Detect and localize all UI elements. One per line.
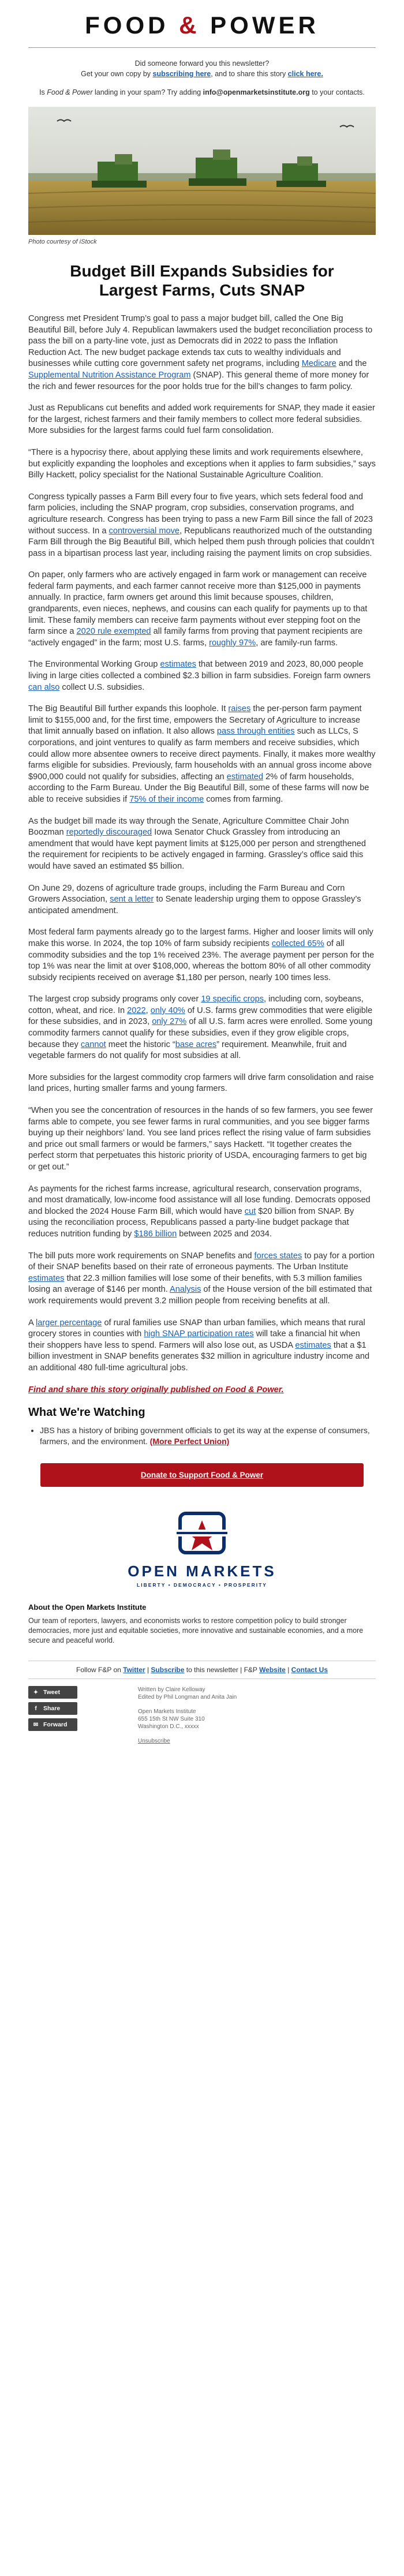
masthead-power: POWER: [210, 12, 319, 39]
newsletter: [0, 12, 404, 1752]
article-body: [28, 313, 376, 1396]
paragraph: The Big Beautiful Bill further expands this loophole. It raises the per-person farm payment limit to $155,000 and, for the first time, empowers the Secretary of Agriculture to increase that limit annually based on inflation. It also allows pass through entities such as LLCs, S corporations, and joint ventures to qualify as farm members and receive subsidies, which could allow more absentee owners to receive direct payments. Finally, it makes more wealthy farms eligible for subsidies. Previously, farm households with an annual gross income above $900,000 could not qualify for subsidies, affecting an estimated 2% of farm households, according to the Farm Bureau. Under the Big Beautiful Bill, some of these farms will now be able to receive subsidies if 75% of their income comes from farming.: [28, 704, 376, 804]
spam-notice-text-3: to your contacts.: [309, 88, 365, 96]
harvest-field-illustration: [28, 107, 376, 235]
paragraph: As the budget bill made its way through the Senate, Agriculture Committee Chair John Boozman reportedly discouraged Iowa Senator Chuck Grassley from introducing an amendment that would have kept payment limits at $125,000 per person and strengthened the requirement for recipients to be actively engaged in farming. Grassley’s office said this would have saved an estimated $5 billion.: [28, 816, 366, 871]
paragraph: Just as Republicans cut benefits and added work requirements for SNAP, they made it easier for the largest, richest farmers and their family members to collect more federal subsidies. More subsidies for the largest farms could fuel farm consolidation.: [28, 403, 375, 436]
masthead-logo: [0, 12, 404, 39]
only-27-link[interactable]: only 27%: [152, 1017, 187, 1027]
tweet-button[interactable]: ✦ Tweet: [28, 1686, 77, 1699]
paragraph: On June 29, dozens of agriculture trade groups, including the Farm Bureau and Corn Growers Association, sent a letter to Senate leadership urging them to oppose Grassley’s anticipated amendment.: [28, 883, 361, 915]
credits: [138, 1686, 237, 1752]
newsletter-name: Food & Power: [47, 88, 93, 96]
186-billion-link[interactable]: $186 billion: [134, 1229, 177, 1239]
contact-us-link[interactable]: Contact Us: [291, 1666, 328, 1674]
image-caption: Photo courtesy of iStock: [28, 238, 97, 245]
footer: [28, 1686, 376, 1752]
paragraph: The Environmental Working Group estimates that between 2019 and 2023, 80,000 people living in large cities collected a combined $2.3 billion in farm subsidies. Foreign farm owners can also collect U.S. subsidies.: [28, 660, 371, 692]
paragraph: The bill puts more work requirements on SNAP benefits and forces states to pay for a portion of their SNAP benefits based on their rate of erroneous payments. The Urban Institute estimates that 22.3 million families will lose some of their benefits, with 5.3 million families losing an average of $146 per month. Analysis of the House version of the bill estimated that work requirements would prevent 3.2 million people from receiving benefits at all.: [28, 1251, 375, 1306]
analysis-link[interactable]: Analysis: [170, 1285, 201, 1295]
masthead-divider: [28, 47, 376, 48]
cut-link[interactable]: cut: [244, 1206, 256, 1216]
subscribe-footer-link[interactable]: Subscribe: [151, 1666, 185, 1674]
forward-question: Did someone forward you this newsletter?: [134, 59, 270, 68]
about-text: Our team of reporters, lawyers, and economists works to restore competition policy to build stronger democracies, more just and equitable societies, more innovative and sustainable economies, and a more secure and peaceful world.: [28, 1617, 364, 1645]
paragraph: Most federal farm payments already go to the largest farms. Higher and looser limits will only make this worse. In 2024, the top 10% of farm subsidy recipients collected 65% of all commodity subsidies and the top 1% received 23%. The average payment per person for the top 1% was near the limit at over $108,000, whereas the bottom 80% of all other commodity subsidy recipients received on average $1,180 per person, nearly 100 times less.: [28, 928, 375, 982]
paragraph: Congress met President Trump’s goal to pass a major budget bill, called the One Big Beautiful Bill, before July 4. Republican lawmakers used the budget reconciliation process to pass the bill on a party-line vote, just as Democrats did in 2022 to pass the Inflation Reduction Act. The new budget package extends tax cuts to wealthy individuals and businesses while cutting core government safety net programs, including Medicare and the Supplemental Nutrition Assistance Program (SNAP). This general theme of more money for the rich and fewer resources for the poor holds true for the bill’s changes to farm policy.: [28, 314, 373, 391]
high-snap-rates-link[interactable]: high SNAP participation rates: [144, 1329, 254, 1339]
address-line-2: Washington D.C., xxxxx: [138, 1723, 199, 1730]
forward-notice: [0, 58, 404, 98]
base-acres-link[interactable]: base acres: [175, 1040, 217, 1049]
masthead-ampersand: &: [179, 12, 200, 39]
watching-heading: What We're Watching: [28, 1406, 145, 1419]
logo-tagline: LIBERTY • DEMOCRACY • PROSPERITY: [137, 1582, 267, 1588]
paragraph: More subsidies for the largest commodity crop farmers will drive farm consolidation and raise land prices, hurting smaller farms and young farmers.: [28, 1072, 374, 1094]
only-40-link[interactable]: only 40%: [150, 1005, 185, 1015]
hero-image-harvesters: [28, 107, 376, 235]
facebook-icon: f: [35, 1705, 37, 1712]
controversial-move-link[interactable]: controversial move: [109, 526, 180, 536]
watching-list: [28, 1425, 376, 1447]
watching-item: • JBS has a history of bribing government officials to get its way at the expense of consumers, farmers, and the environment. (More Perfect Union): [40, 1425, 376, 1447]
envelope-icon: ✉: [33, 1721, 39, 1728]
article-title: Budget Bill Expands Subsidies for Largest Farms, Cuts SNAP: [70, 262, 334, 299]
twitter-bird-icon: ✦: [33, 1689, 39, 1696]
collected-65-link[interactable]: collected 65%: [271, 939, 324, 948]
pass-through-entities-link[interactable]: pass through entities: [216, 727, 295, 736]
quote-paragraph: “There is a hypocrisy there, about applying these limits and work requirements elsewhere, but explicitly expanding the loopholes and exceptions when it applies to farm subsidies,” says Billy Hackett, policy specialist for the National Sustainable Agriculture Coalition.: [28, 447, 376, 480]
donate-button[interactable]: Donate to Support Food & Power: [40, 1463, 364, 1487]
urban-institute-estimates-link[interactable]: estimates: [28, 1273, 65, 1283]
social-buttons: [28, 1686, 138, 1752]
find-and-share-link[interactable]: Find and share this story originally published on Food & Power.: [28, 1385, 284, 1394]
unsubscribe-link[interactable]: Unsubscribe: [138, 1738, 170, 1745]
website-link[interactable]: Website: [259, 1666, 286, 1674]
twitter-link[interactable]: Twitter: [123, 1666, 145, 1674]
cannot-link[interactable]: cannot: [80, 1040, 106, 1049]
share-prompt: , and to share this story: [211, 70, 288, 78]
spam-notice-text-2: landing in your spam? Try adding: [92, 88, 203, 96]
masthead-food: FOOD: [85, 12, 169, 39]
raises-link[interactable]: raises: [228, 704, 251, 714]
snap-link[interactable]: Supplemental Nutrition Assistance Program: [28, 370, 191, 380]
open-markets-emblem-icon: [174, 1510, 230, 1556]
subscribe-prompt: Get your own copy by: [81, 70, 153, 78]
more-perfect-union-link[interactable]: (More Perfect Union): [149, 1437, 230, 1446]
paragraph: The largest crop subsidy programs only cover 19 specific crops, including corn, soybeans, cotton, wheat, and rice. In 2022, only 40% of U.S. farms grew commodities that were eligible for these subsidies, and in 2023, only 27% of all U.S. farm acres were enrolled. Some young commodity farmers cannot qualify for these subsidies, even if they grow eligible crops, because they cannot meet the historic “base acres” requirement. Meanwhile, fruit and vegetable farmers do not qualify for most subsidies at all.: [28, 994, 373, 1061]
usda-estimates-link[interactable]: estimates: [295, 1340, 331, 1350]
forces-states-link[interactable]: forces states: [254, 1251, 302, 1261]
forward-button[interactable]: ✉ Forward: [28, 1718, 77, 1731]
paragraph: A larger percentage of rural families use SNAP than urban families, which means that rural grocery stores in counties with high SNAP participation rates will take a financial hit when their shoppers have less to spend. Farmers will also lose out, as USDA estimates that a $1 billion investment in SNAP benefits generates $32 million in agriculture industry income and an additional 480 full-time agricultural jobs.: [28, 1318, 370, 1373]
contact-email: info@openmarketsinstitute.org: [203, 88, 310, 96]
paragraph: As payments for the richest farms increase, agricultural research, conservation programs, and most dramatically, low-income food assistance will all lose funding. Democrats opposed and blocked the 2024 House Farm Bill, which would have cut $20 billion from SNAP. By using the reconciliation process, Republicans passed a party-line budget package that reduces nutrition funding by $186 billion between 2025 and 2034.: [28, 1184, 371, 1239]
spam-notice-text: Is: [39, 88, 47, 96]
medicare-link[interactable]: Medicare: [301, 359, 336, 369]
sent-letter-link[interactable]: sent a letter: [110, 895, 154, 904]
rule-exempted-link[interactable]: 2020 rule exempted: [76, 627, 151, 637]
paragraph: Congress typically passes a Farm Bill every four to five years, which sets federal food and farm policies, including the SNAP program, crop subsidies, conservation programs, and agriculture research. Congress has been trying to pass a new Farm Bill since the fall of 2023 without success. In a controversial move, Republicans reauthorized much of the outstanding Farm Bill through the Big Beautiful Bill, which helped them push through policies that couldn’t pass in a bipartisan process last year, including raising the payment limits on crop subsidies.: [28, 492, 375, 558]
quote-paragraph: “When you see the concentration of resources in the hands of so few farmers, you see fewer farms able to compete, you see fewer farms in rural communities, and you see bigger farms buying up their neighbors’ land. You see land prices reflect the rising value of farm subsidies and price out small farmers or would be farmers,” says Hackett. “It together creates the perfect storm that perpetuates this historic priority of USDA, encouraging farmers to get big or get out.”: [28, 1106, 373, 1172]
reportedly-discouraged-link[interactable]: reportedly discouraged: [66, 828, 152, 838]
income-75-link[interactable]: 75% of their income: [129, 794, 204, 804]
nineteen-crops-link[interactable]: 19 specific crops: [201, 994, 264, 1004]
share-link[interactable]: click here.: [287, 70, 323, 78]
logo-name: OPEN MARKETS: [128, 1562, 276, 1580]
address-line-1: 655 15th St NW Suite 310: [138, 1716, 205, 1723]
subscribe-link[interactable]: subscribing here: [152, 70, 211, 78]
edited-by: Edited by Phil Longman and Anita Jain: [138, 1694, 237, 1701]
ewg-estimates-link[interactable]: estimates: [160, 660, 196, 670]
larger-percentage-link[interactable]: larger percentage: [35, 1318, 102, 1328]
can-also-link[interactable]: can also: [28, 682, 60, 692]
open-markets-logo: [0, 1510, 404, 1588]
share-button[interactable]: f Share: [28, 1702, 77, 1715]
written-by: Written by Claire Kelloway: [138, 1687, 205, 1693]
follow-bar: Follow F&P on Twitter | Subscribe to this newsletter | F&P Website | Contact Us: [28, 1661, 376, 1679]
estimated-link[interactable]: estimated: [226, 772, 264, 782]
year-2022-link[interactable]: 2022: [127, 1005, 146, 1015]
roughly-97-link[interactable]: roughly 97%: [209, 638, 256, 648]
paragraph: On paper, only farmers who are actively engaged in farm work or management can receive federal farm payments, and each farmer cannot receive more than $125,000 in payments annually. In practice, farm owners get around this limit because spouses, children, grandparents, even nieces, nephews, and cousins can each qualify for payments up to that limit. These family members can receive farm payments without ever stepping foot on the farm since a 2020 rule exempted all family farms from proving that payment recipients are “actively engaged” in the farm; most U.S. farms, roughly 97%, are family-run farms.: [28, 570, 368, 648]
about-heading: About the Open Markets Institute: [28, 1603, 147, 1612]
org-name: Open Markets Institute: [138, 1708, 196, 1715]
